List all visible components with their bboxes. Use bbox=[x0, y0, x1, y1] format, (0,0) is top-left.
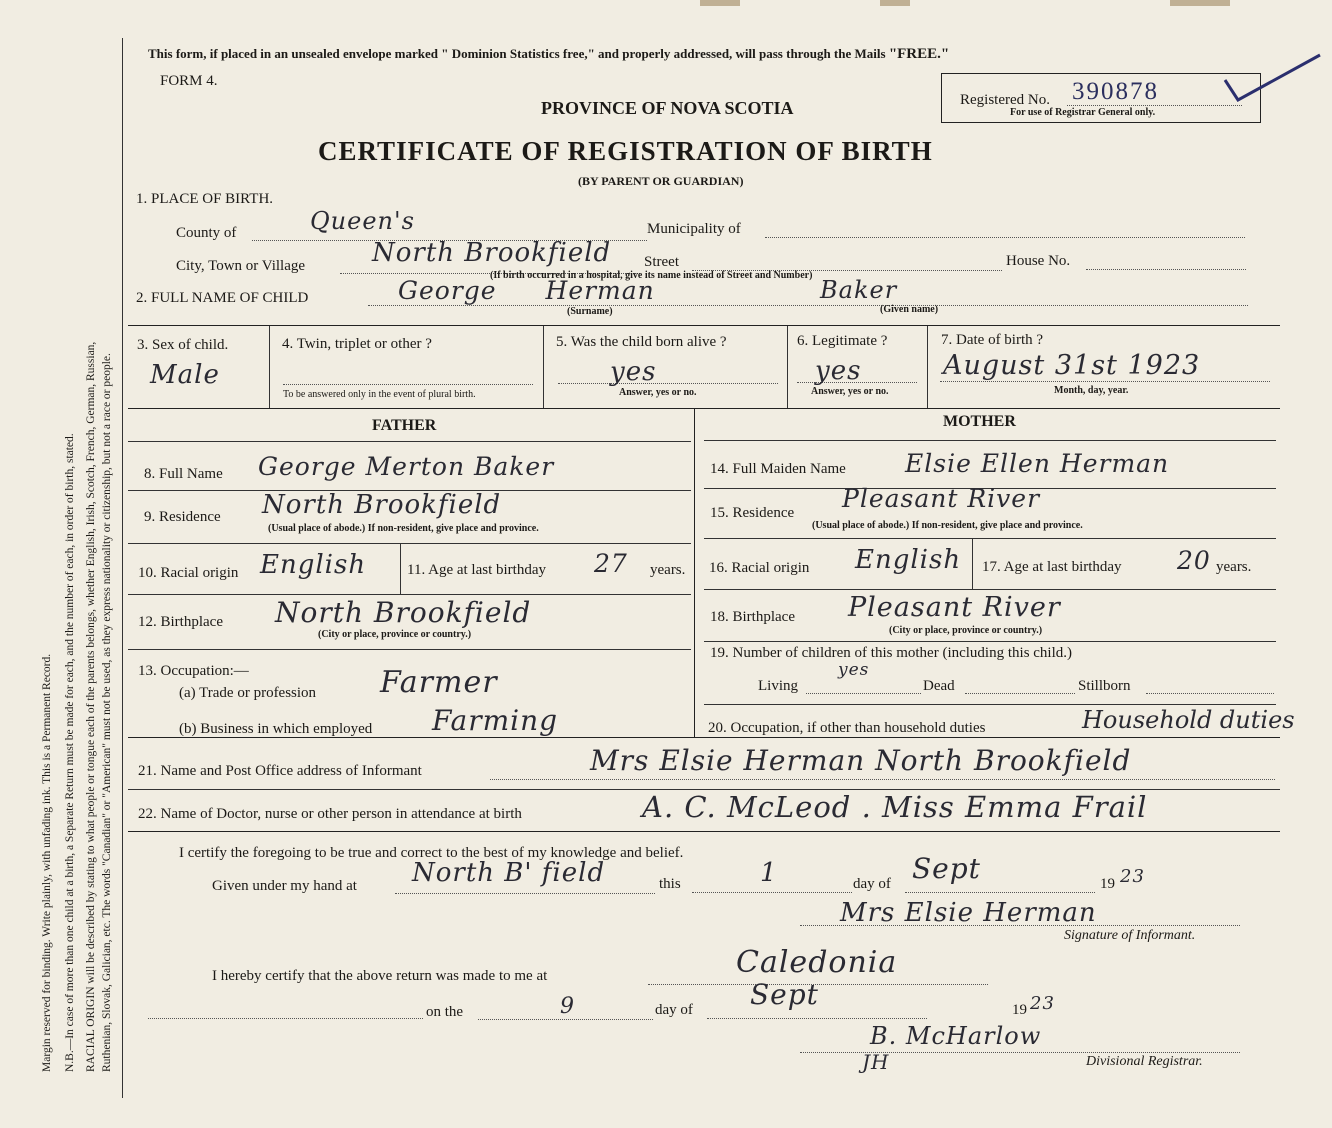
hospital-note: (If birth occurred in a hospital, give its name instead of Street and Number) bbox=[490, 270, 813, 281]
child-surname-value: Baker bbox=[820, 276, 898, 304]
twin-note: To be answered only in the event of plural birth. bbox=[283, 389, 476, 400]
mother-age-label: 17. Age at last birthday bbox=[982, 559, 1122, 575]
doctor-label: 22. Name of Doctor, nurse or other person in attendance at birth bbox=[138, 806, 522, 822]
divider bbox=[269, 326, 270, 408]
alive-label: 5. Was the child born alive ? bbox=[556, 334, 727, 350]
year-prefix: 19 bbox=[1100, 876, 1115, 892]
postal-note: This form, if placed in an unsealed envelope marked " Dominion Statistics free," and properly addressed, will pass through the Mails "FREE." bbox=[148, 46, 950, 62]
dead-label: Dead bbox=[923, 678, 955, 694]
father-residence-label: 9. Residence bbox=[144, 509, 221, 525]
divider bbox=[543, 326, 544, 408]
mother-birthplace-value: Pleasant River bbox=[848, 592, 1061, 623]
mother-birthplace-label: 18. Birthplace bbox=[710, 609, 795, 625]
mother-residence-value: Pleasant River bbox=[842, 484, 1041, 513]
child-given-name-value: George Herman bbox=[398, 276, 655, 305]
registered-label: Registered No. bbox=[960, 92, 1050, 108]
certify-year-value: 23 bbox=[1120, 866, 1145, 887]
sex-label: 3. Sex of child. bbox=[137, 337, 229, 353]
alive-note: Answer, yes or no. bbox=[619, 387, 697, 398]
registrar-statement: I hereby certify that the above return was made to me at bbox=[212, 968, 548, 984]
certificate-title: CERTIFICATE OF REGISTRATION OF BIRTH bbox=[318, 136, 933, 166]
registrar-signature: B. McHarlow bbox=[870, 1022, 1042, 1050]
father-name-value: George Merton Baker bbox=[258, 452, 555, 481]
certificate-subtitle: (BY PARENT OR GUARDIAN) bbox=[578, 174, 744, 188]
child-name-label: 2. FULL NAME OF CHILD bbox=[136, 290, 309, 306]
certify-statement: I certify the foregoing to be true and correct to the best of my knowledge and belief. bbox=[179, 845, 684, 861]
father-trade-label: (a) Trade or profession bbox=[179, 685, 317, 701]
divider bbox=[128, 831, 1280, 832]
informant-label: 21. Name and Post Office address of Informant bbox=[138, 763, 422, 779]
legitimate-label: 6. Legitimate ? bbox=[797, 333, 888, 349]
mother-name-label: 14. Full Maiden Name bbox=[710, 461, 846, 477]
father-residence-value: North Brookfield bbox=[262, 490, 502, 520]
father-race-value: English bbox=[260, 550, 367, 580]
given-label: Given under my hand at bbox=[212, 878, 357, 894]
this-label: this bbox=[659, 876, 681, 892]
given-place-value: North B' field bbox=[412, 858, 606, 888]
divider bbox=[128, 649, 691, 650]
paper-stain bbox=[700, 0, 740, 6]
father-years-label: years. bbox=[650, 562, 686, 578]
mother-residence-label: 15. Residence bbox=[710, 505, 795, 521]
mother-race-label: 16. Racial origin bbox=[709, 560, 810, 576]
municipality-label: Municipality of bbox=[647, 221, 741, 237]
father-residence-note: (Usual place of abode.) If non-resident, give place and province. bbox=[268, 523, 539, 534]
divider bbox=[128, 594, 691, 595]
registrar-label: Divisional Registrar. bbox=[1086, 1054, 1203, 1069]
signature-label: Signature of Informant. bbox=[1064, 928, 1196, 943]
registrar-year-value: 23 bbox=[1030, 993, 1055, 1014]
divider bbox=[128, 543, 691, 544]
margin-note-binding: Margin reserved for binding. Write plainly, with unfading ink. This is a Permanent Record. bbox=[41, 653, 53, 1072]
house-label: House No. bbox=[1006, 253, 1071, 269]
divider bbox=[704, 538, 1276, 539]
month-line bbox=[905, 892, 1095, 893]
twin-line bbox=[283, 384, 533, 385]
dob-label: 7. Date of birth ? bbox=[941, 332, 1044, 348]
doctor-value: A. C. McLeod . Miss Emma Frail bbox=[642, 790, 1148, 824]
registrar-day-line bbox=[478, 1019, 653, 1020]
divider bbox=[704, 641, 1276, 642]
informant-signature: Mrs Elsie Herman bbox=[840, 898, 1097, 928]
dob-note: Month, day, year. bbox=[1054, 385, 1129, 396]
mother-birthplace-note: (City or place, province or country.) bbox=[889, 625, 1043, 636]
informant-value: Mrs Elsie Herman North Brookfield bbox=[590, 744, 1132, 777]
living-label: Living bbox=[758, 678, 798, 694]
father-name-label: 8. Full Name bbox=[144, 466, 223, 482]
registered-number-box bbox=[941, 73, 1261, 123]
informant-line bbox=[490, 779, 1275, 780]
legitimate-value: yes bbox=[815, 356, 862, 386]
registrar-day-value: 9 bbox=[560, 994, 575, 1019]
place-of-birth-label: 1. PLACE OF BIRTH. bbox=[136, 191, 274, 207]
city-value: North Brookfield bbox=[372, 238, 612, 268]
registrar-dayof-label: day of bbox=[655, 1002, 693, 1018]
divider bbox=[128, 441, 691, 442]
father-business-value: Farming bbox=[432, 704, 559, 737]
registrar-place-value: Caledonia bbox=[736, 945, 898, 980]
day-line bbox=[692, 892, 852, 893]
divider bbox=[972, 539, 973, 589]
child-name-line bbox=[368, 305, 1248, 306]
margin-note-racial-origin: RACIAL ORIGIN will be described by stating to what people or tongue each of the parents belongs, whether English, Irish, Scotch, French, German, Russian, bbox=[85, 341, 97, 1072]
paper-stain bbox=[880, 0, 910, 6]
certify-month-value: Sept bbox=[912, 852, 981, 885]
mother-heading: MOTHER bbox=[943, 413, 1016, 430]
father-business-label: (b) Business in which employed bbox=[179, 721, 373, 737]
province-heading: PROVINCE OF NOVA SCOTIA bbox=[541, 98, 794, 118]
given-name-note: (Given name) bbox=[880, 304, 939, 315]
divider bbox=[128, 737, 1280, 738]
county-label: County of bbox=[176, 225, 237, 241]
alive-line bbox=[558, 383, 778, 384]
registered-number: 390878 bbox=[1072, 78, 1159, 105]
father-heading: FATHER bbox=[372, 417, 437, 434]
divider bbox=[128, 325, 1280, 326]
given-place-line bbox=[395, 893, 655, 894]
certify-day-value: 1 bbox=[760, 858, 778, 888]
divider bbox=[704, 589, 1276, 590]
divider bbox=[400, 544, 401, 594]
mother-children-label: 19. Number of children of this mother (including this child.) bbox=[710, 645, 1073, 661]
form-number: FORM 4. bbox=[160, 73, 218, 89]
living-line bbox=[806, 693, 921, 694]
mother-name-value: Elsie Ellen Herman bbox=[905, 449, 1170, 478]
alive-value: yes bbox=[610, 357, 657, 387]
parents-divider bbox=[694, 409, 695, 737]
county-value: Queen's bbox=[310, 207, 415, 235]
divider bbox=[927, 326, 928, 408]
divider bbox=[128, 408, 1280, 409]
stillborn-label: Stillborn bbox=[1078, 678, 1131, 694]
on-the-label: on the bbox=[426, 1004, 464, 1020]
father-birthplace-note: (City or place, province or country.) bbox=[318, 629, 472, 640]
margin-note-multiple-births: N.B.—In case of more than one child at a birth, a Separate Return must be made for each, and the number of each, in order of birth, stated. bbox=[64, 433, 76, 1072]
twin-label: 4. Twin, triplet or other ? bbox=[282, 336, 432, 352]
registrar-month-line bbox=[707, 1018, 927, 1019]
father-age-value: 27 bbox=[594, 549, 628, 578]
mother-race-value: English bbox=[855, 545, 962, 575]
house-line bbox=[1086, 269, 1246, 270]
dob-value: August 31st 1923 bbox=[943, 350, 1201, 381]
divider bbox=[704, 704, 1276, 705]
father-birthplace-label: 12. Birthplace bbox=[138, 614, 223, 630]
mother-years-label: years. bbox=[1216, 559, 1252, 575]
living-value: yes bbox=[838, 660, 870, 680]
divider bbox=[704, 440, 1276, 441]
street-label: Street bbox=[644, 254, 679, 270]
father-occupation-label: 13. Occupation:— bbox=[138, 663, 249, 679]
stillborn-line bbox=[1146, 693, 1274, 694]
registered-note: For use of Registrar General only. bbox=[1010, 107, 1156, 118]
municipality-line bbox=[765, 237, 1245, 238]
registered-line bbox=[1067, 105, 1242, 106]
mother-age-value: 20 bbox=[1177, 546, 1211, 575]
mother-residence-note: (Usual place of abode.) If non-resident, give place and province. bbox=[812, 520, 1083, 531]
registrar-initials: JH bbox=[862, 1050, 890, 1074]
mother-occupation-value: Household duties bbox=[1082, 706, 1295, 734]
dayof-label: day of bbox=[853, 876, 891, 892]
city-label: City, Town or Village bbox=[176, 258, 306, 274]
divider bbox=[787, 326, 788, 408]
father-trade-value: Farmer bbox=[380, 665, 498, 700]
mother-occupation-label: 20. Occupation, if other than household duties bbox=[708, 720, 986, 736]
sex-value: Male bbox=[150, 360, 220, 390]
surname-note: (Surname) bbox=[567, 306, 613, 317]
father-race-label: 10. Racial origin bbox=[138, 565, 239, 581]
margin-rule bbox=[122, 38, 123, 1098]
registrar-month-value: Sept bbox=[750, 978, 819, 1011]
father-birthplace-value: North Brookfield bbox=[275, 596, 532, 629]
father-age-label: 11. Age at last birthday bbox=[407, 562, 546, 578]
margin-note-nationality: Ruthenian, Slovak, Galician, etc. The words "Canadian" or "American" must not be used, as they express nationality or citizenship, but not a race or people. bbox=[101, 353, 113, 1072]
dob-line bbox=[940, 381, 1270, 382]
registrar-year-prefix: 19 bbox=[1012, 1002, 1027, 1018]
paper-stain bbox=[1170, 0, 1230, 6]
legitimate-note: Answer, yes or no. bbox=[811, 386, 889, 397]
check-mark-icon bbox=[1220, 50, 1330, 110]
dead-line bbox=[965, 693, 1075, 694]
registrar-left-line bbox=[148, 1018, 423, 1019]
